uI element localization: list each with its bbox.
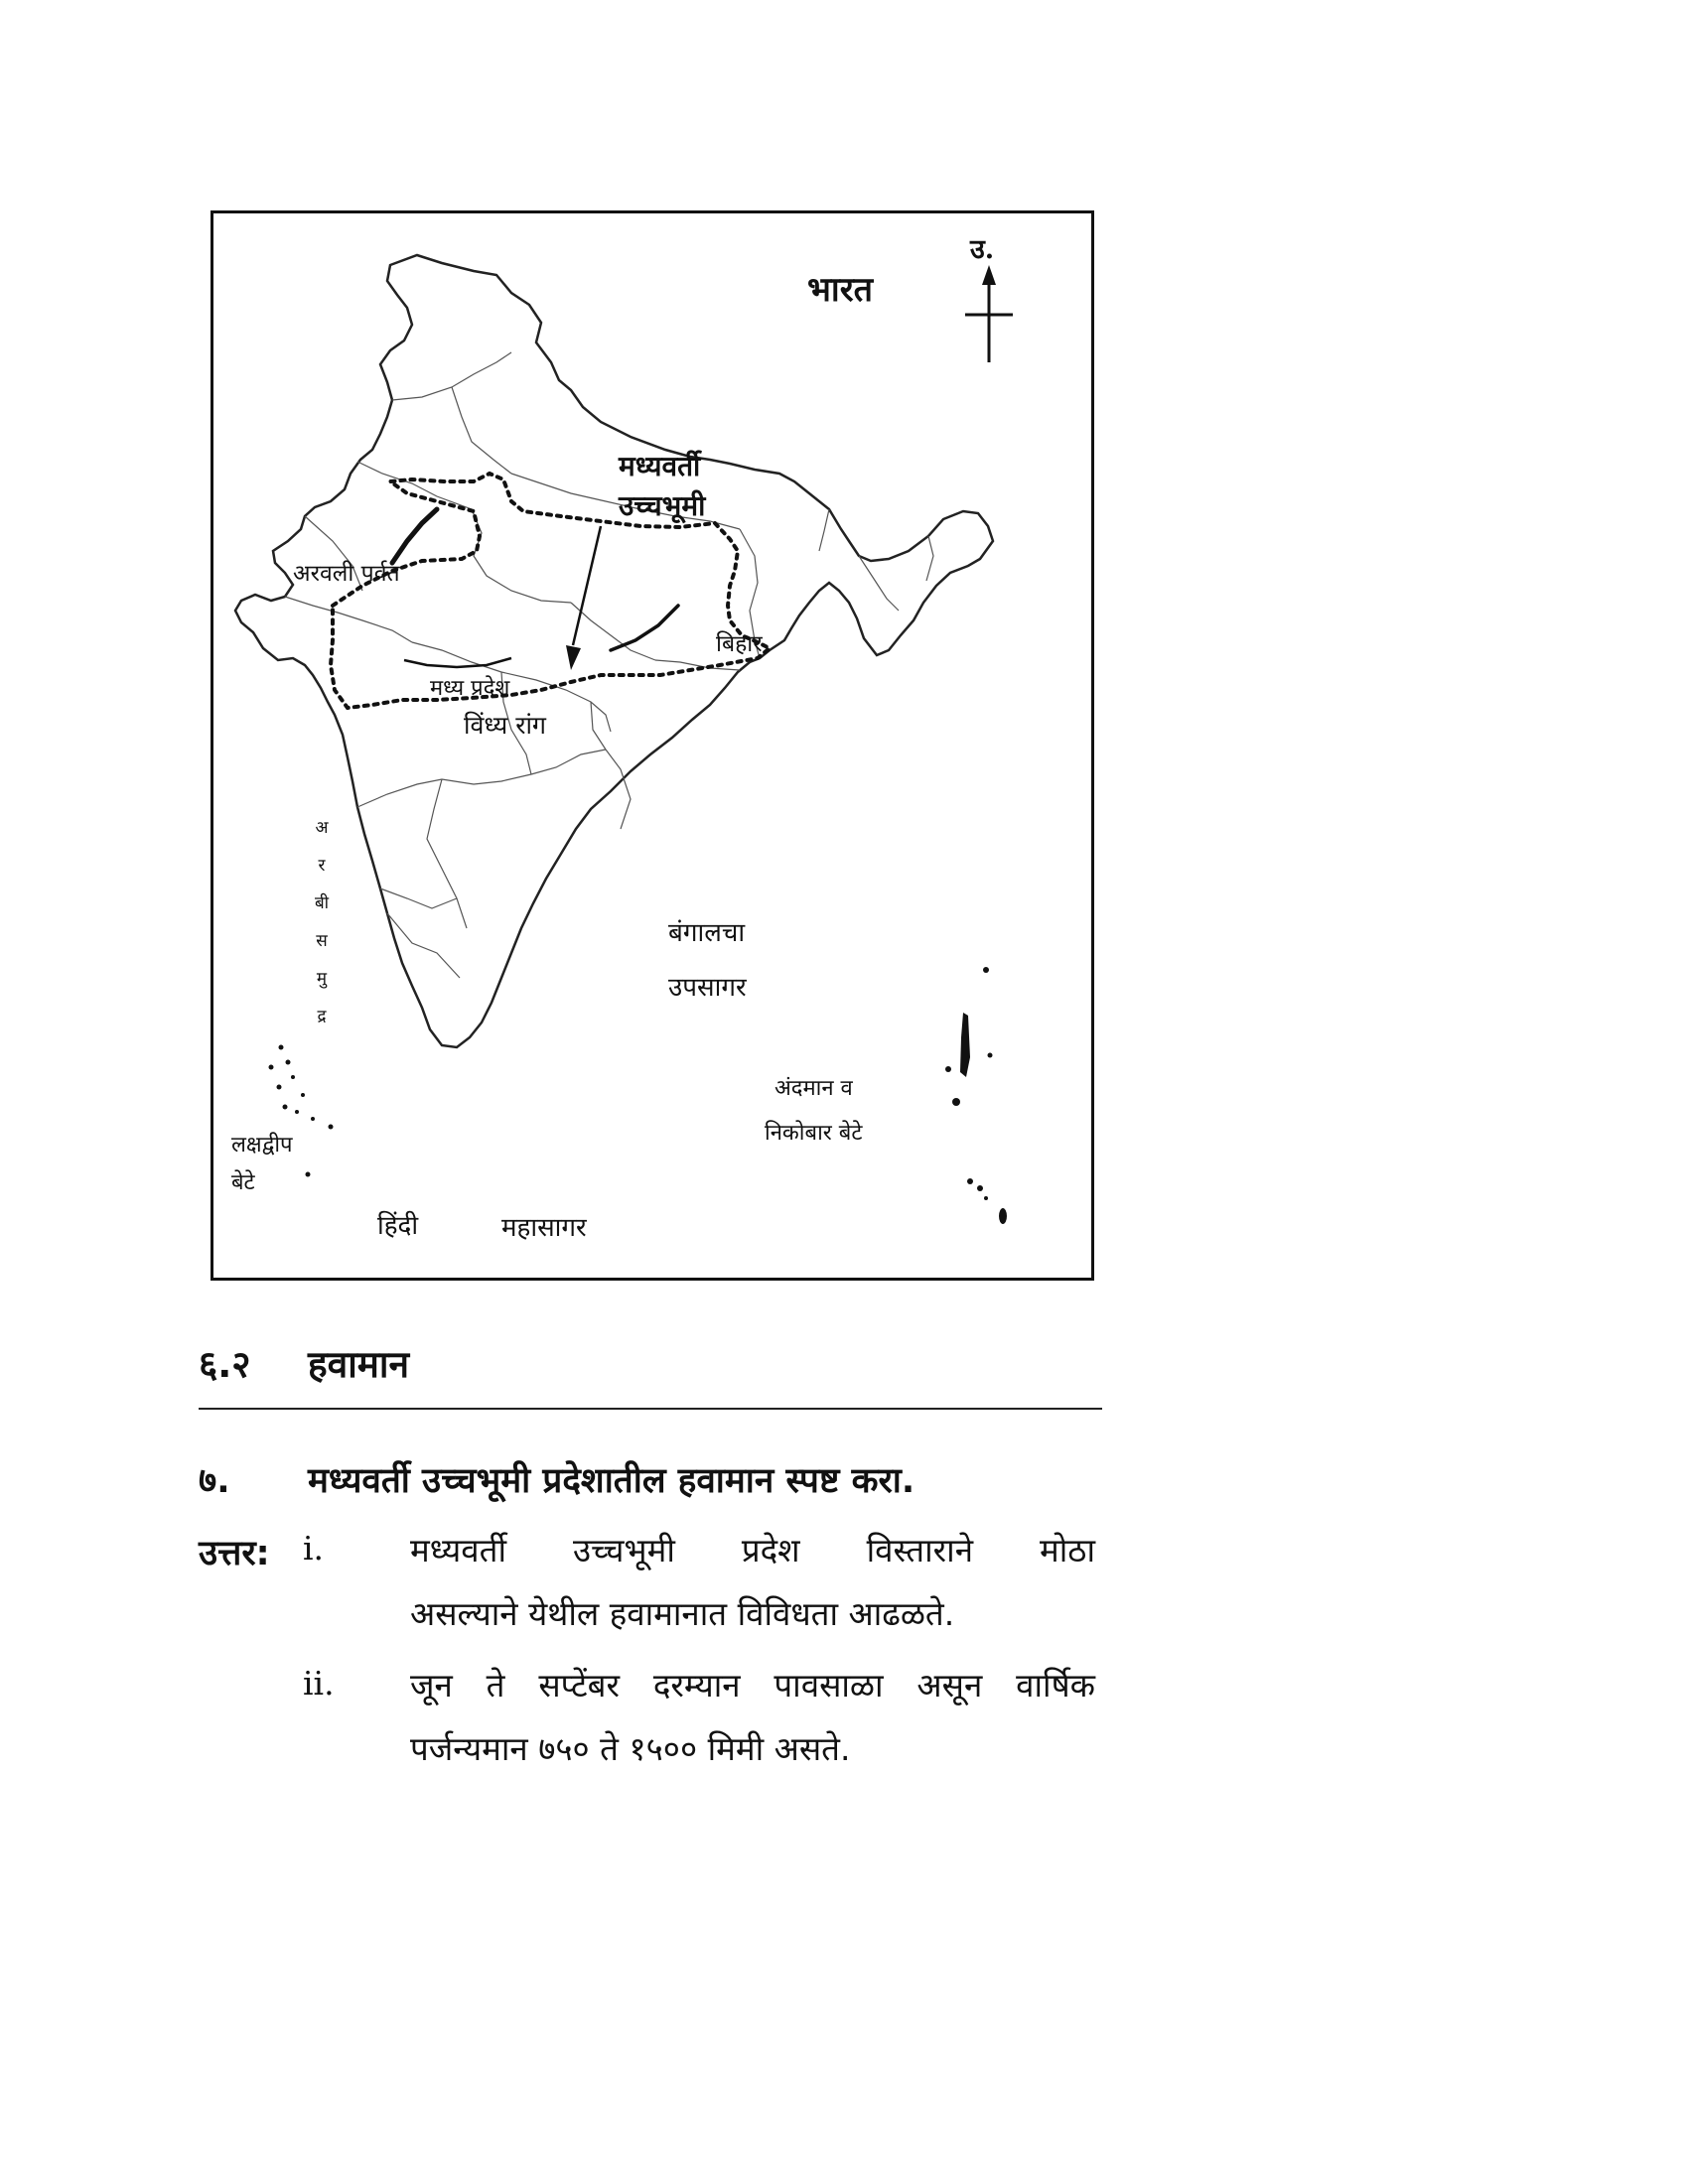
andaman-label-1: अंदमान व (774, 1076, 853, 1101)
andaman-label-2: निकोबार बेटे (765, 1121, 863, 1146)
central-highland-label-2: उच्चभूमी (619, 489, 706, 522)
india-outline-map (213, 213, 1091, 1278)
aravalli-range-line (392, 509, 437, 563)
section-heading (199, 1337, 409, 1388)
section-number: ६.२ (199, 1343, 251, 1386)
pointer-arrow (573, 526, 601, 645)
question (199, 1456, 914, 1503)
answer-point-2-numeral: ii. (303, 1664, 335, 1703)
lakshadweep-label-2: बेटे (231, 1170, 255, 1195)
north-arrow-head (982, 265, 996, 285)
answer-point-1-line-2: असल्याने येथील हवामानात विविधता आढळते. (410, 1594, 955, 1633)
answer-point-2-line-1: जून ते सप्टेंबर दरम्यान पावसाळा असून वार्षिक (410, 1666, 1095, 1705)
map-title: भारत (807, 270, 873, 310)
india-map (211, 210, 1094, 1281)
answer-point-1-line-1: मध्यवर्ती उच्चभूमी प्रदेश विस्ताराने मोठा (410, 1531, 1095, 1570)
question-number: ७. (199, 1461, 230, 1501)
andaman-nicobar-islands (945, 967, 1007, 1224)
vindhya-label: विंध्य रांग (464, 711, 546, 740)
answer-point-2 (410, 1654, 1095, 1781)
answer-label: उत्तर: (199, 1534, 270, 1573)
bay-of-bengal-label-2: उपसागर (668, 973, 747, 1003)
state-boundaries (285, 352, 933, 978)
indian-ocean-label-1: हिंदी (377, 1211, 419, 1241)
pointer-arrowhead (566, 645, 581, 670)
answer-point-1-numeral: i. (303, 1529, 325, 1568)
answer-point-2-line-2: पर्जन्यमान ७५० ते १५०० मिमी असते. (410, 1729, 851, 1768)
question-text: मध्यवर्ती उच्चभूमी प्रदेशातील हवामान स्पष्ट करा. (308, 1461, 915, 1501)
lakshadweep-label-1: लक्षद्वीप (231, 1133, 293, 1158)
indian-ocean-label-2: महासागर (501, 1213, 587, 1243)
vindhya-range-line (404, 658, 511, 667)
india-outline (235, 255, 993, 1047)
section-divider (199, 1408, 1102, 1410)
section-title: हवामान (308, 1343, 410, 1386)
north-label: उ. (970, 234, 995, 265)
bihar-label: बिहार (716, 631, 763, 657)
arabian-sea-label: अ र बी स मु द्र (314, 818, 330, 1026)
central-highland-label-1: मध्यवर्ती (619, 450, 701, 482)
answer-point-1 (410, 1519, 1095, 1646)
madhya-pradesh-label: मध्य प्रदेश (430, 676, 510, 701)
bay-of-bengal-label-1: बंगालचा (668, 918, 746, 948)
aravalli-label: अरवली पर्वत (293, 561, 400, 587)
